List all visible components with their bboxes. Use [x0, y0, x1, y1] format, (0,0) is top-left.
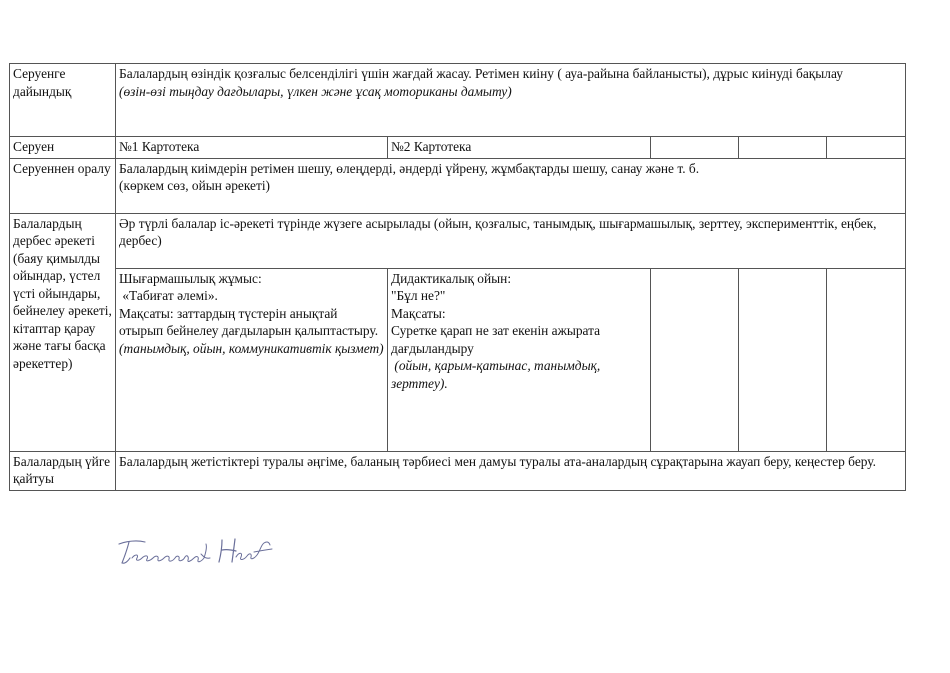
walk-card-1: №1 Картотека — [116, 137, 388, 159]
didactic-game-note: (ойын, қарым-қатынас, танымдық, зерттеу). — [391, 358, 604, 391]
empty-cell — [827, 137, 906, 159]
table-row-return — [10, 158, 906, 213]
row-label-home: Балалардың үйге қайтуы — [10, 451, 116, 490]
walk-card-2: №2 Картотека — [388, 137, 651, 159]
table-row-home — [10, 451, 906, 490]
independent-text: Әр түрлі балалар іс-әрекеті түрінде жүзеге асырылады (ойын, қозғалыс, танымдық, шығармашылық, зерттеу, эксперименттік, еңбек, дербес) — [116, 213, 906, 268]
walk-prep-note: (өзін-өзі тыңдау дағдылары, үлкен және ұсақ моториканы дамыту) — [119, 83, 512, 99]
didactic-game-title: Дидактикалық ойын: — [391, 270, 512, 286]
didactic-game-name: "Бұл не?" — [391, 288, 446, 303]
creative-work-cell — [116, 268, 388, 451]
row-label-walk-prep: Серуенге дайындық — [10, 64, 116, 137]
row-label-walk: Серуен — [10, 137, 116, 159]
table-row-independent — [10, 213, 906, 268]
schedule-table — [9, 63, 906, 491]
return-text: Балалардың киімдерін ретімен шешу, өлеңдерді, әндерді үйрену, жұмбақтарды шешу, санау және т. б. — [119, 160, 700, 176]
row-label-return: Серуеннен оралу — [10, 158, 116, 213]
table-row-activities — [10, 268, 906, 451]
didactic-game-cell — [388, 268, 651, 451]
creative-work-title: Шығармашылық жұмыс: — [119, 270, 262, 286]
handwritten-signature — [115, 530, 275, 574]
table-row-walk-prep — [10, 64, 906, 137]
empty-cell — [651, 137, 739, 159]
return-note: (көркем сөз, ойын әрекеті) — [119, 178, 271, 193]
home-text: Балалардың жетістіктері туралы әңгіме, баланың тәрбиесі мен дамуы туралы ата-аналардың сұрақтарына жауап беру, кеңестер беру. — [116, 451, 906, 490]
walk-prep-text: Балалардың өзіндік қозғалыс белсенділігі үшін жағдай жасау. Ретімен киіну ( ауа-райына байланысты), дұрыс киінуді бақылау — [119, 66, 843, 81]
creative-work-note: (танымдық, ойын, коммуникативтік қызмет) — [119, 340, 384, 356]
empty-cell — [739, 268, 827, 451]
walk-prep-content — [116, 64, 906, 137]
creative-work-goal: Мақсаты: заттардың түстерін анықтай отырып бейнелеу дағдыларын қалыптастыру. — [119, 305, 379, 338]
didactic-game-goal: Суретке қарап не зат екенін ажырата дағдыландыру — [391, 323, 601, 356]
table-row-walk — [10, 137, 906, 159]
empty-cell — [651, 268, 739, 451]
return-content — [116, 158, 906, 213]
row-label-independent: Балалардың дербес әрекеті (баяу қимылды ойындар, үстел үсті ойындары, бейнелеу әрекеті, кітаптар қарау және тағы басқа әрекеттер) — [10, 213, 116, 451]
creative-work-name: «Табиғат әлемі». — [119, 288, 218, 303]
empty-cell — [739, 137, 827, 159]
didactic-game-goal-label: Мақсаты: — [391, 305, 446, 321]
empty-cell — [827, 268, 906, 451]
